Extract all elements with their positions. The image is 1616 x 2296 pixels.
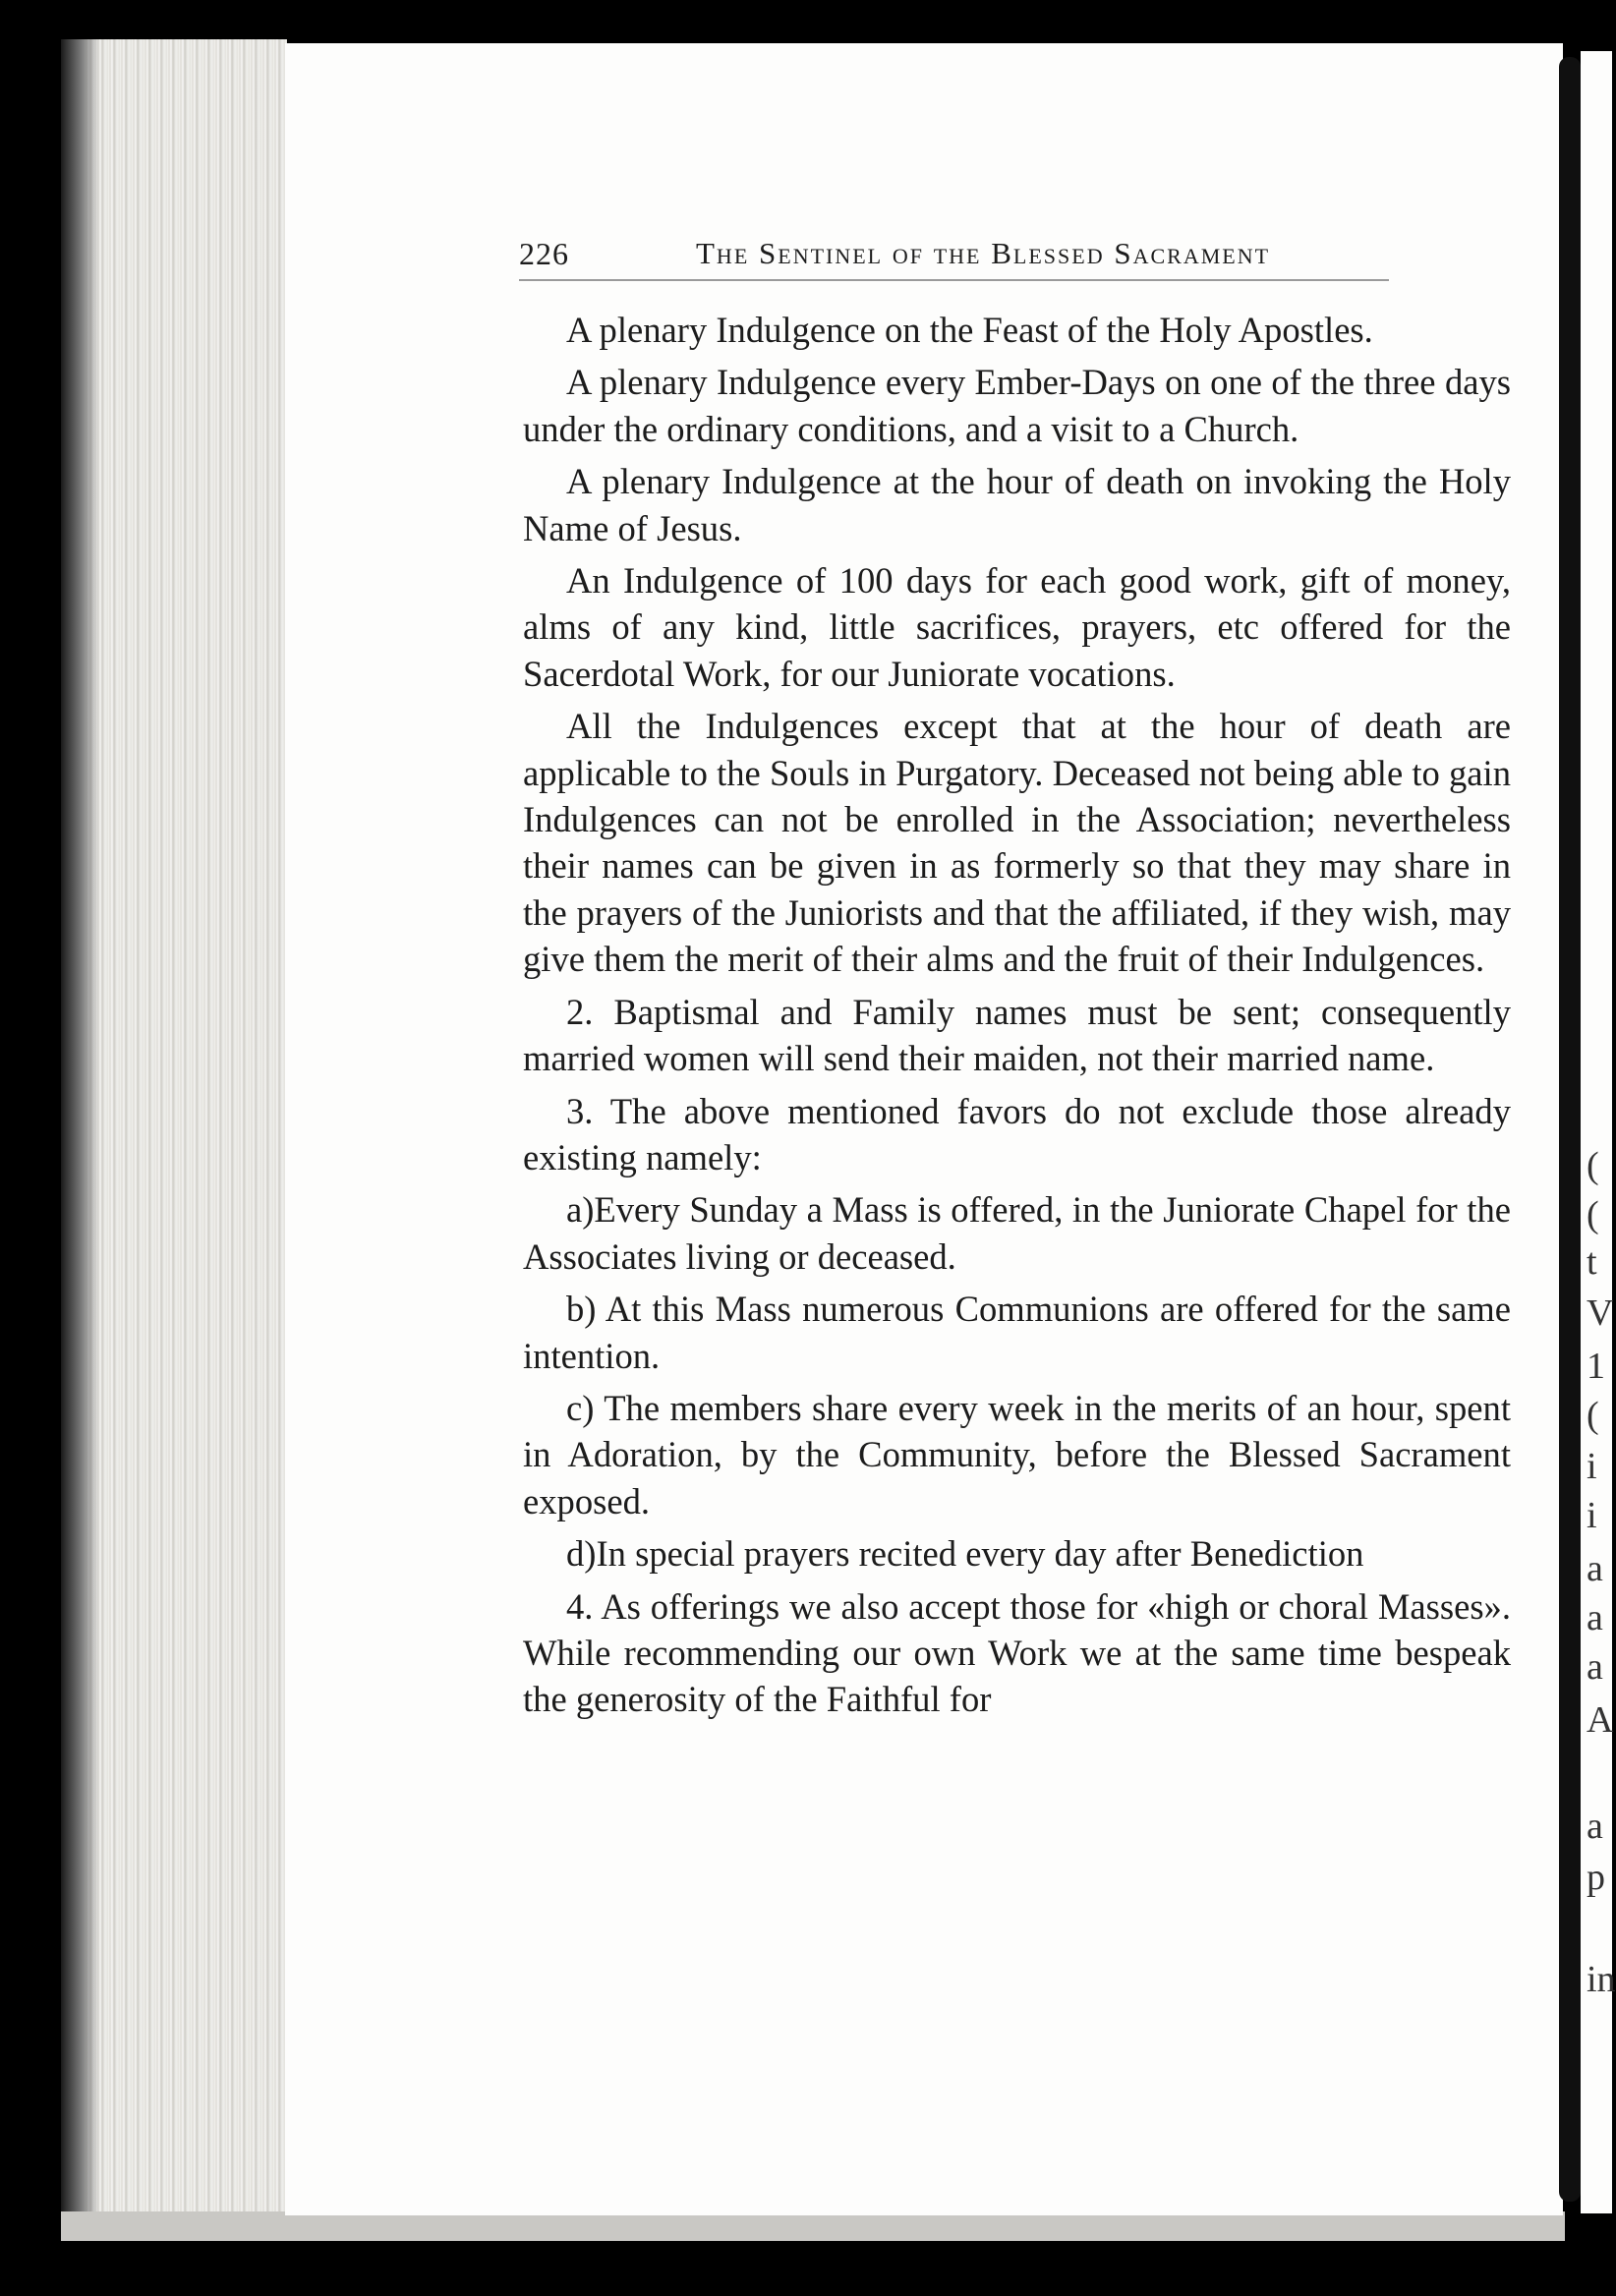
facing-fragment: a xyxy=(1587,1548,1603,1589)
paragraph: A plenary Indulgence every Ember-Days on one of the three days under the ordinary conditions, and a visit to a Church. xyxy=(523,362,1511,449)
paragraph: A plenary Indulgence on the Feast of the Holy Apostles. xyxy=(566,310,1373,350)
paragraph: b) At this Mass numerous Communions are offered for the same intention. xyxy=(523,1289,1511,1376)
page-number: 226 xyxy=(519,236,569,271)
facing-fragment: V xyxy=(1587,1292,1614,1334)
paragraph: 2. Baptismal and Family names must be sent; consequently married women will send their maiden, not their married name. xyxy=(523,991,1511,1079)
facing-fragment: in xyxy=(1587,1959,1616,2000)
facing-fragment: a xyxy=(1587,1597,1603,1638)
paragraph: An Indulgence of 100 days for each good work, gift of money, alms of any kind, little sacrifices, prayers, etc offered for the Sacerdotal Work, for our Juniorate vocations. xyxy=(523,560,1511,694)
facing-fragment: t xyxy=(1587,1241,1597,1283)
paragraph: A plenary Indulgence at the hour of death on invoking the Holy Name of Jesus. xyxy=(523,461,1511,548)
page-edge-shadow xyxy=(61,39,100,2211)
facing-fragment: a xyxy=(1587,1646,1603,1688)
header-rule xyxy=(519,279,1389,281)
paragraph: 3. The above mentioned favors do not exclude those already existing namely: xyxy=(523,1090,1511,1177)
facing-fragment: ( xyxy=(1587,1145,1599,1186)
facing-fragment: 1 xyxy=(1587,1346,1605,1387)
facing-fragment: i xyxy=(1587,1495,1597,1536)
page-bottom-edge xyxy=(61,2211,1565,2241)
paragraph: c) The members share every week in the merits of an hour, spent in Adoration, by the Community, before the Blessed Sacrament exposed. xyxy=(523,1387,1511,1521)
facing-fragment: a xyxy=(1587,1806,1603,1847)
paragraph: d)In special prayers recited every day after Benediction xyxy=(566,1533,1364,1575)
facing-fragment: i xyxy=(1587,1446,1597,1487)
book-gutter xyxy=(1559,57,1581,2202)
page-header xyxy=(519,236,1384,279)
facing-fragment: ( xyxy=(1587,1194,1599,1235)
body-text xyxy=(523,307,1511,1729)
facing-fragment: ( xyxy=(1587,1395,1599,1436)
facing-fragment: A xyxy=(1587,1699,1614,1741)
facing-fragment: p xyxy=(1587,1857,1605,1898)
facing-page xyxy=(1581,51,1616,2213)
paragraph: a)Every Sunday a Mass is offered, in the Juniorate Chapel for the Associates living or deceased. xyxy=(523,1189,1511,1277)
running-head: The Sentinel of the Blessed Sacrament xyxy=(696,236,1271,270)
paragraph: All the Indulgences except that at the hour of death are applicable to the Souls in Purgatory. Deceased not being able to gain Indulgences can not be enrolled in the Association; nevertheless their names can be given in as formerly so that they may share in the prayers of the Juniorists and that the affiliated, if they wish, may give them the merit of their alms and the fruit of their Indulgences. xyxy=(523,706,1511,980)
paragraph: 4. As offerings we also accept those for «high or choral Masses». While recommending our own Work we at the same time bespeak the generosity of the Faithful for xyxy=(523,1585,1511,1720)
